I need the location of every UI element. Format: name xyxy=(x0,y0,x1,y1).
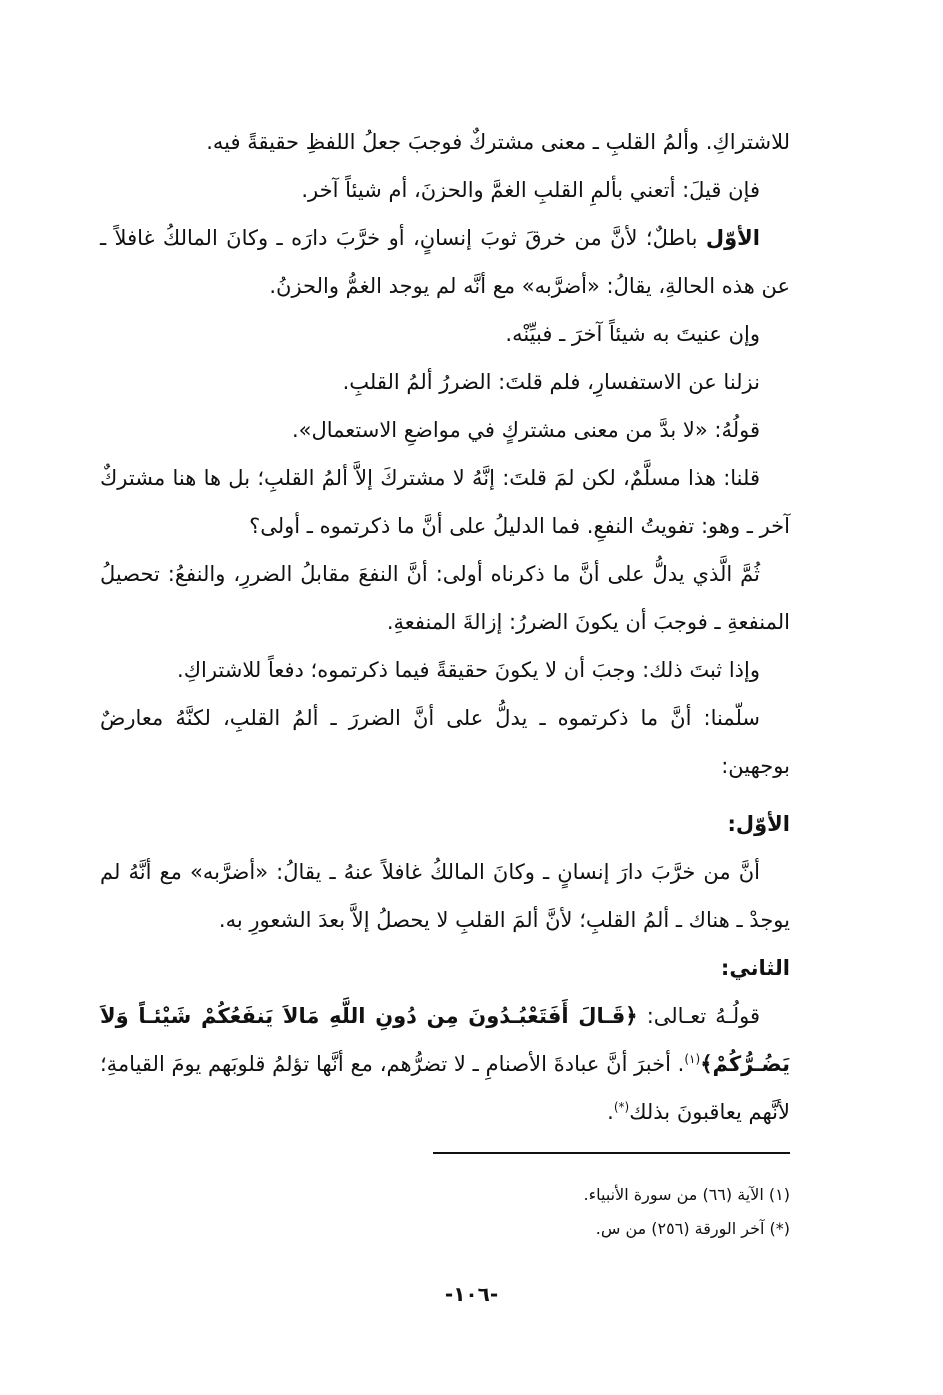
section-gap xyxy=(100,790,790,800)
paragraph-1: للاشتراكِ. وألمُ القلبِ ـ معنى مشتركٌ فوجبَ جعلُ اللفظِ حقيقةً فيه. xyxy=(206,130,790,154)
paragraph-9: وإذا ثبتَ ذلك: وجبَ أن لا يكونَ حقيقةً فيما ذكرتموه؛ دفعاً للاشتراكِ. xyxy=(177,658,760,682)
footnote-2: (*) آخر الورقة (٢٥٦) من س. xyxy=(595,1219,790,1238)
paragraph-7: قلنا: هذا مسلَّمٌ، لكن لمَ قلتَ: إنَّهُ لا مشتركَ إلاَّ ألمُ القلبِ؛ بل ها هنا مشتركٌ آخر ـ وهو: تفويتُ النفعِ. فما الدليلُ على أنَّ ما ذكرتموه ـ أولى؟ xyxy=(100,466,790,538)
paragraph-12 xyxy=(100,992,790,1136)
paragraph-8: ثُمَّ الَّذي يدلُّ على أنَّ ما ذكرناه أولى: أنَّ النفعَ مقابلُ الضررِ، والنفعُ: تحصيلُ المنفعةِ ـ فوجبَ أن يكونَ الضررُ: إزالةَ المنفعةِ. xyxy=(100,562,790,634)
paragraph-12-intro: قولُـهُ تعـالى: xyxy=(637,1004,760,1028)
paragraph-10: سلّمنا: أنَّ ما ذكرتموه ـ يدلُّ على أنَّ الضررَ ـ ألمُ القلبِ، لكنَّهُ معارضٌ بوجهين: xyxy=(100,706,790,778)
paragraph-11: أنَّ من خرَّبَ دارَ إنسانٍ ـ وكانَ المالكُ غافلاً عنهُ ـ يقالُ: «أضرَّبه» مع أنَّهُ لم يوجدْ ـ هناك ـ ألمُ القلبِ؛ لأنَّ ألمَ القلبِ لا يحصلُ إلاَّ بعدَ الشعورِ به. xyxy=(100,860,790,932)
paragraph-2: فإن قيلَ: أتعني بألمِ القلبِ الغمَّ والحزنَ، أم شيئاً آخر. xyxy=(301,178,760,202)
paragraph-12-text: . أخبرَ أنَّ عبادةَ الأصنامِ ـ لا تضرُّهم، مع أنَّها تؤلمُ قلوبَهم يومَ القيامةِ؛ لأنَّهم يعاقبونَ بذلك xyxy=(100,1052,790,1124)
footnote-ref-2[interactable]: (*) xyxy=(613,1100,630,1114)
footnote-1: (١) الآية (٦٦) من سورة الأنبياء. xyxy=(583,1185,790,1204)
footnotes xyxy=(100,1178,790,1246)
heading-first: الأوّل: xyxy=(727,812,790,836)
footnote-ref-1[interactable]: (١) xyxy=(684,1052,701,1066)
paragraph-5: نزلنا عن الاستفسارِ، فلم قلتَ: الضررُ ألمُ القلبِ. xyxy=(342,370,760,394)
paragraph-3 xyxy=(100,214,790,310)
paragraph-3-lead: الأوّل xyxy=(705,226,760,250)
paragraph-12-end: . xyxy=(607,1100,614,1124)
paragraph-3-text: باطلٌ؛ لأنَّ من خرقَ ثوبَ إنسانٍ، أو خرَّبَ دارَه ـ وكانَ المالكُ غافلاً ـ عن هذه الحالةِ، يقالُ: «أضرَّبه» مع أنَّه لم يوجد الغمُّ والحزنُ. xyxy=(100,226,790,298)
paragraph-4: وإن عنيتَ به شيئاً آخرَ ـ فبيِّنْه. xyxy=(505,322,760,346)
paragraph-6: قولُهُ: «لا بدَّ من معنى مشتركٍ في مواضعِ الاستعمال». xyxy=(291,418,760,442)
page-number: -١٠٦- xyxy=(444,1282,499,1306)
page-body xyxy=(100,118,790,1136)
quran-verse: ﴿قَـالَ أَفَتَعْبُـدُونَ مِن دُونِ اللَّهِ مَالاَ يَنفَعُكُمْ شَيْئـاً وَلاَ يَضُـرُّكُمْ﴾ xyxy=(100,1004,790,1076)
footnote-divider xyxy=(433,1152,790,1154)
heading-second: الثاني: xyxy=(720,956,790,980)
